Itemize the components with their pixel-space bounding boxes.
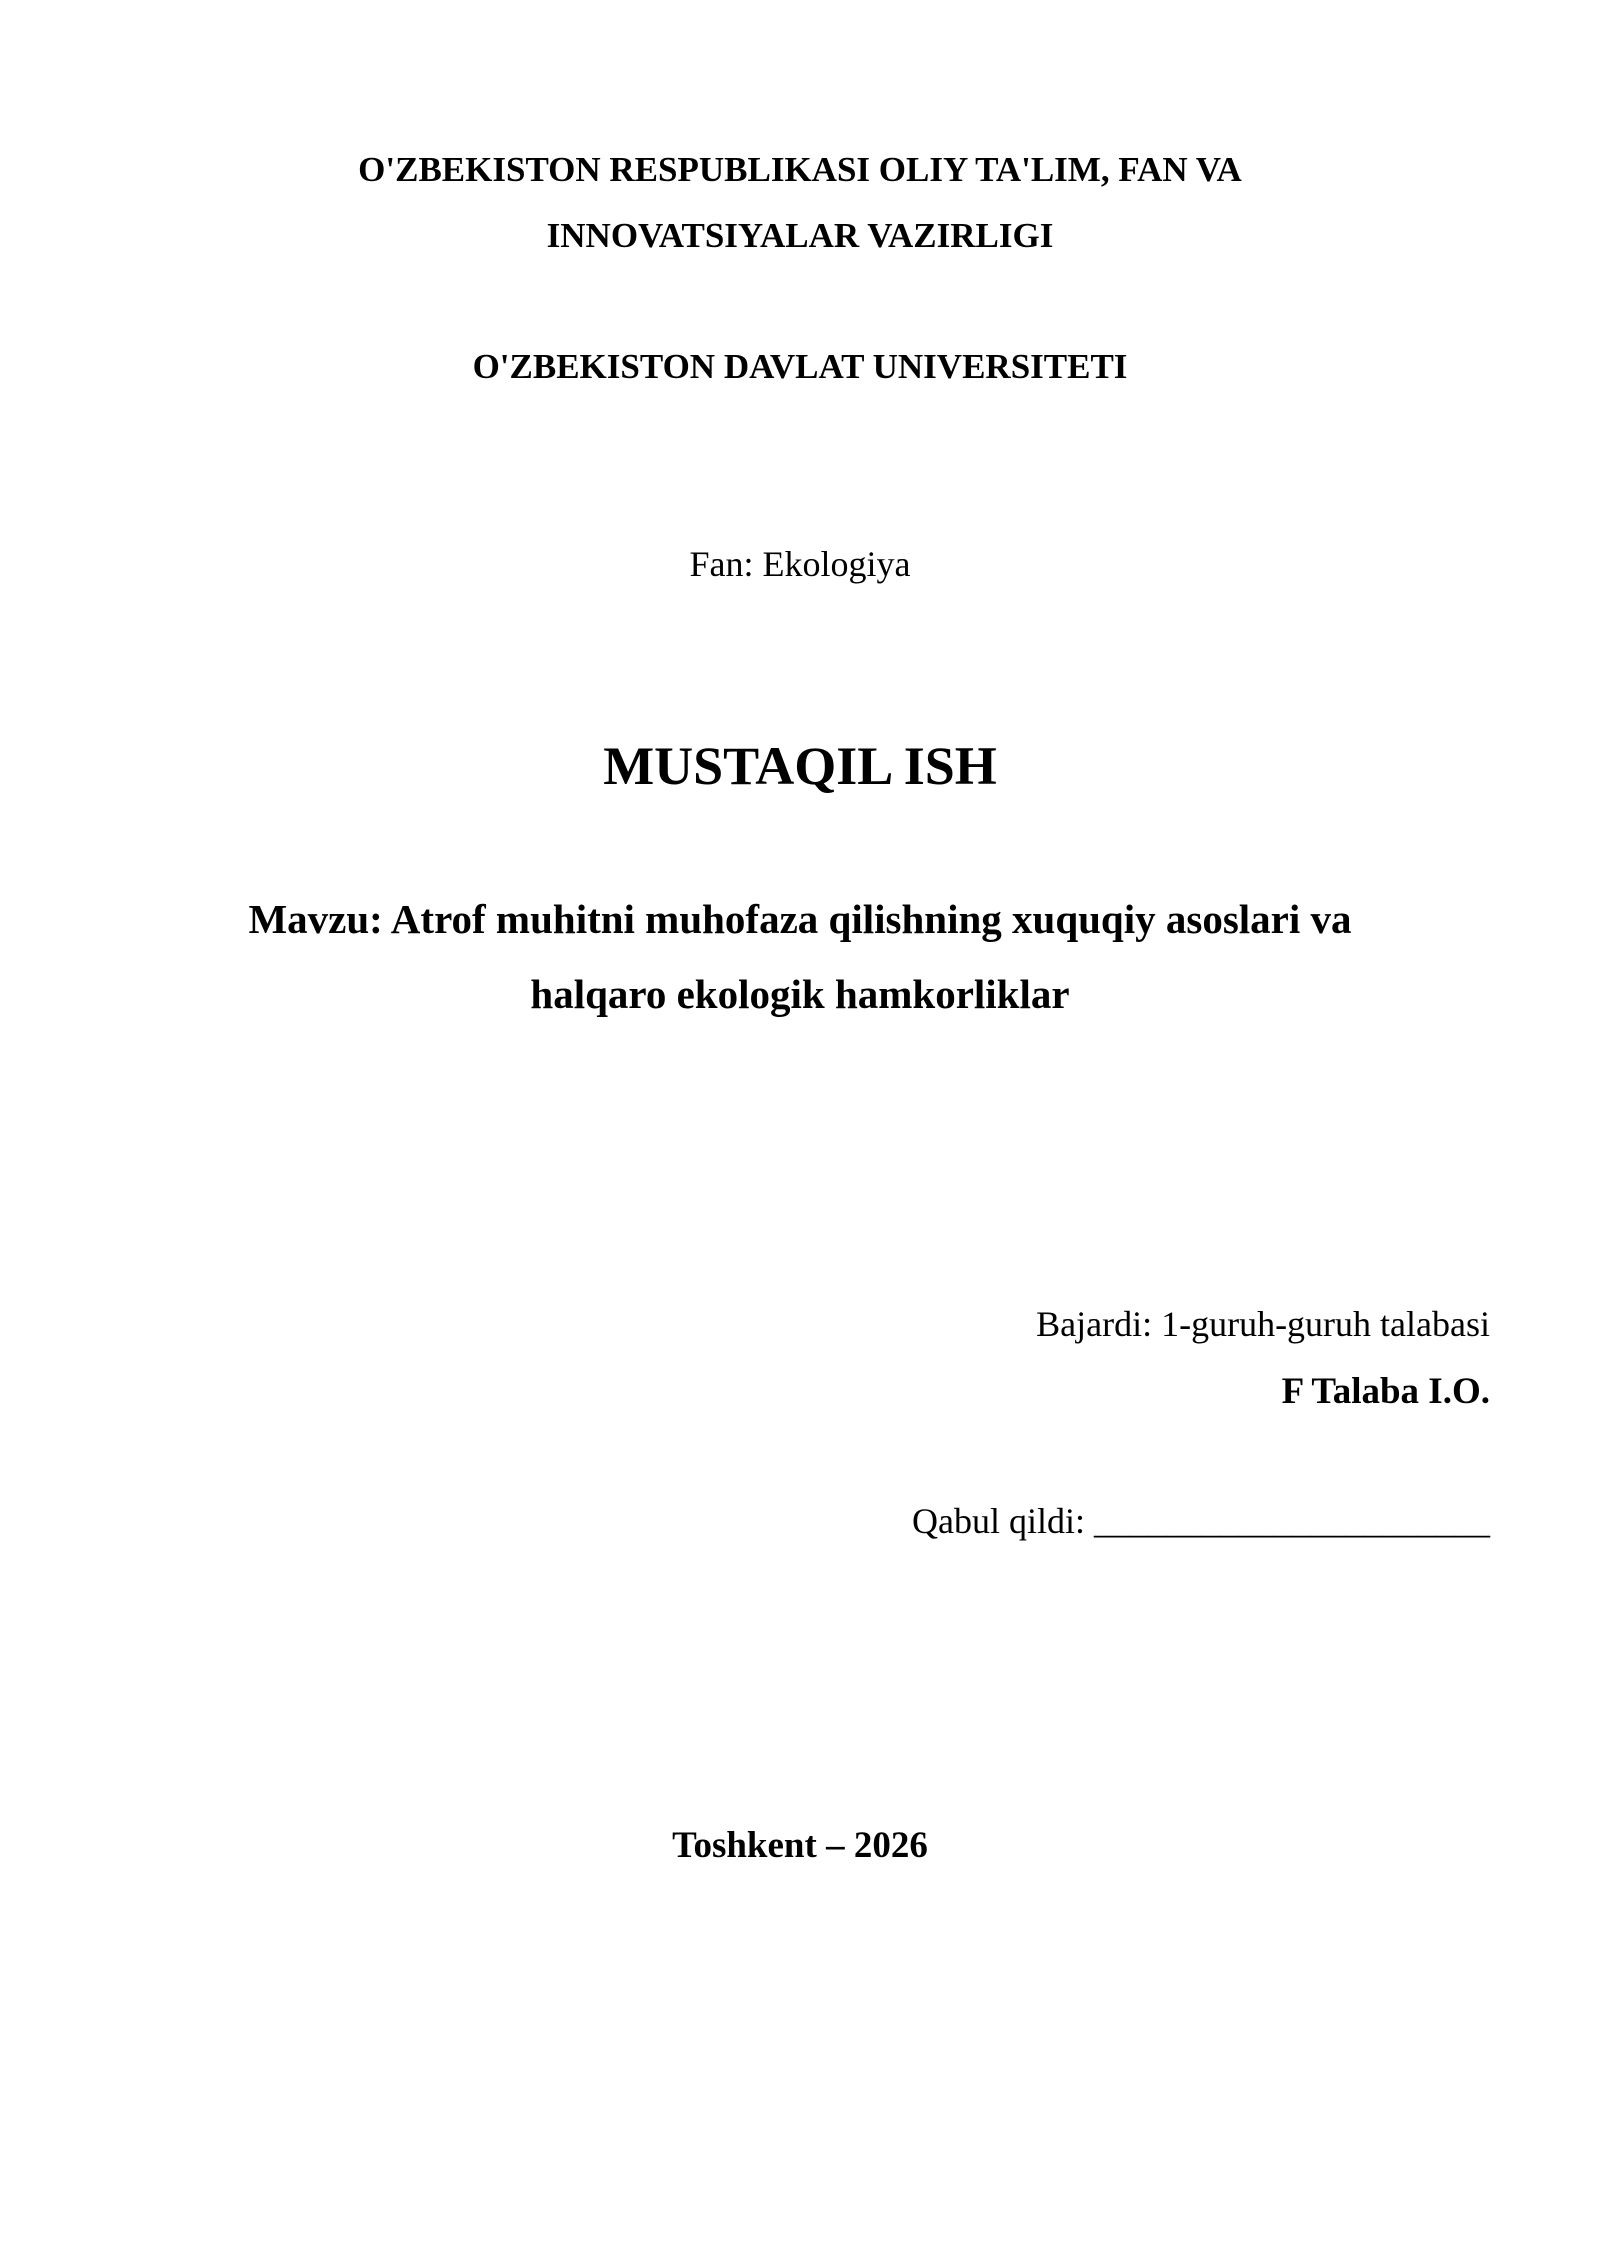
topic-line-2: halqaro ekologik hamkorliklar [530, 971, 1070, 1017]
university-name: O'ZBEKISTON DAVLAT UNIVERSITETI [472, 347, 1128, 386]
performer-label: Bajardi: 1-guruh-guruh talabasi [1036, 1304, 1490, 1344]
student-name: F Talaba I.O. [1281, 1371, 1490, 1412]
topic-line-1: Mavzu: Atrof muhitni muhofaza qilishning xuquqiy asoslari va [248, 896, 1352, 942]
city-year: Toshkent – 2026 [672, 1825, 928, 1866]
accepted-by-label: Qabul qildi: ______________________ [912, 1501, 1490, 1541]
ministry-title-line-1: O'ZBEKISTON RESPUBLIKASI OLIY TA'LIM, FAN VA [358, 150, 1242, 189]
work-type-title: MUSTAQIL ISH [603, 736, 997, 796]
ministry-title-line-2: INNOVATSIYALAR VAZIRLIGI [546, 216, 1054, 255]
subject-label: Fan: Ekologiya [689, 544, 911, 584]
